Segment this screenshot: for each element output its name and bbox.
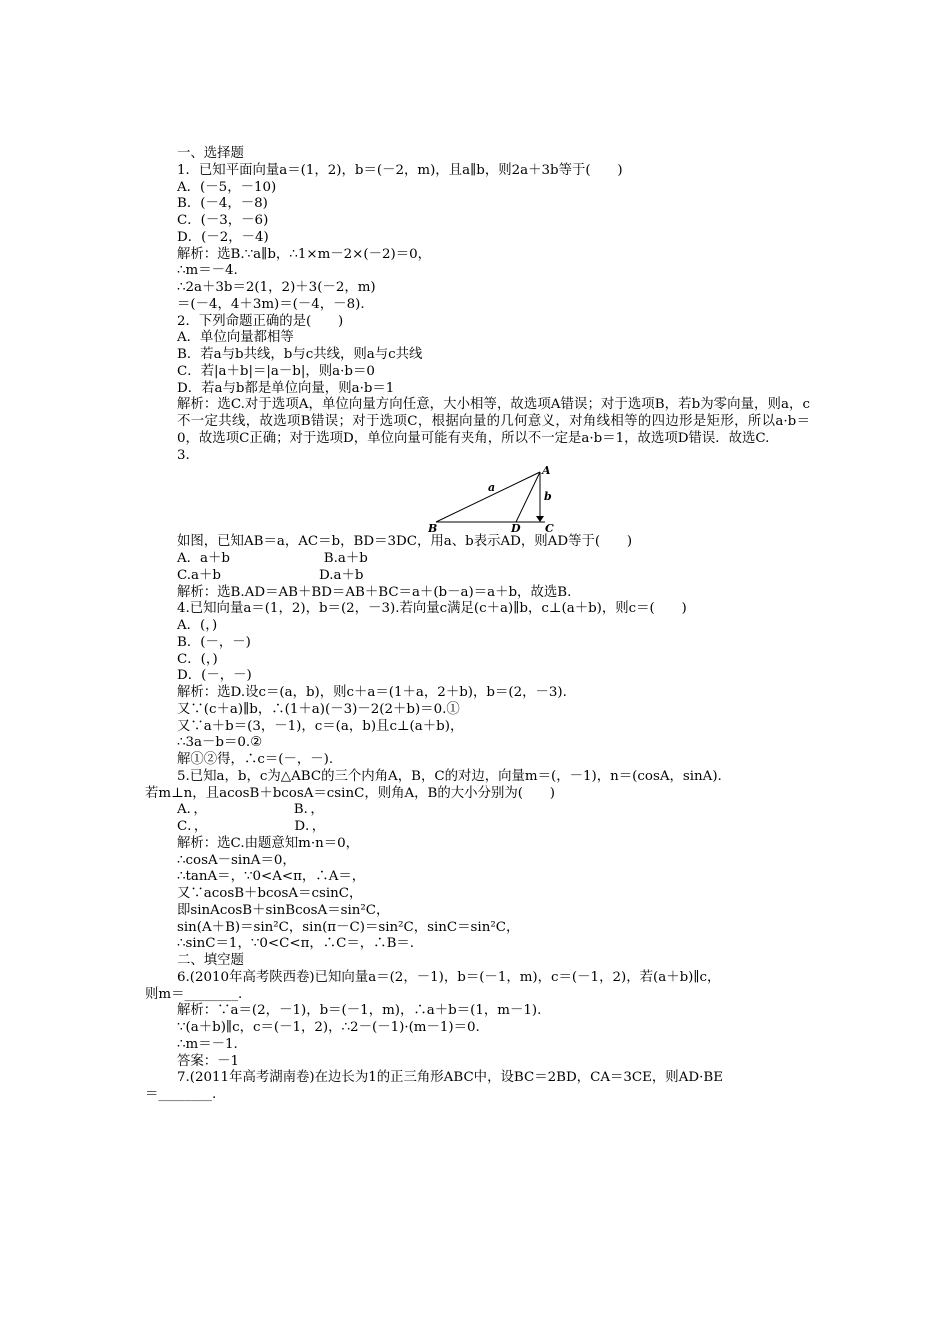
text-line: 1．已知平面向量a＝(1，2)，b＝(－2，m)，且a∥b，则2a＋3b等于( ) — [177, 162, 623, 178]
label-B: B — [428, 522, 438, 535]
text-line: ∴2a＋3b＝2(1，2)＋3(－2，m) — [177, 280, 376, 295]
text-line: ∴3a－b＝0.② — [177, 735, 263, 751]
text-line: A．， B．， — [177, 802, 324, 818]
text-line: 一、选择题 — [177, 146, 244, 161]
text-line: A．(－5，－10) — [177, 179, 277, 195]
text-line: C．(，) — [177, 651, 218, 667]
text-line: 解①②得，∴c＝(－，－). — [177, 752, 334, 767]
text-line: D．若a与b都是单位向量，则a·b＝1 — [177, 380, 395, 396]
text-line: C.a＋b D.a＋b — [177, 567, 364, 583]
text-line: A．a＋b B.a＋b — [177, 551, 368, 566]
text-line: D．(－，－) — [177, 668, 252, 684]
text-line: 3. — [177, 447, 190, 463]
text-line: ∴sinC＝1，∵0<C<π，∴C＝，∴B＝. — [177, 936, 415, 952]
text-line: ∴cosA－sinA＝0， — [177, 852, 296, 868]
text-line: A．单位向量都相等 — [177, 330, 294, 346]
text-line: 6.(2010年高考陕西卷)已知向量a＝(2，－1)，b＝(－1，m)，c＝(－1，2)，若(a＋b)∥c， — [177, 969, 721, 985]
text-line: ∵(a＋b)∥c，c＝(－1，2)，∴2－(－1)·(m－1)＝0. — [177, 1020, 480, 1035]
text-line: 解析：∵a＝(2，－1)，b＝(－1，m)，∴a＋b＝(1，m－1). — [177, 1003, 542, 1019]
label-b: b — [544, 490, 552, 504]
arrow-c — [536, 516, 544, 522]
text-line: ∴tanA＝，∵0<A<π，∴A＝， — [177, 869, 366, 885]
triangle-figure — [428, 466, 558, 534]
text-line: sin(A＋B)＝sin²C，sin(π－C)＝sin²C，sinC＝sin²C， — [177, 919, 520, 935]
text-line: 如图，已知AB＝a，AC＝b，BD＝3DC，用a、b表示AD，则AD等于( ) — [177, 534, 633, 550]
text-line: 则m＝________. — [145, 986, 243, 1002]
label-a: a — [488, 481, 496, 495]
text-line: C．(－3，－6) — [177, 213, 269, 228]
label-D: D — [511, 522, 521, 535]
text-line: ∴m＝－4. — [177, 263, 238, 279]
text-line: 又∵a＋b＝(3，－1)，c＝(a，b)且c⊥(a＋b)， — [177, 718, 464, 734]
text-line: C．， D．， — [177, 819, 326, 834]
text-line: 又∵acosB＋bcosA＝csinC， — [177, 886, 363, 901]
text-line: 解析：选B.AD＝AB＋BD＝AB＋BC＝a＋(b－a)＝a＋b，故选B. — [177, 584, 572, 600]
text-line: D．(－2，－4) — [177, 229, 269, 245]
text-line: 若m⊥n，且acosB＋bcosA＝csinC，则角A，B的大小分别为( ) — [145, 785, 555, 801]
text-line: ＝________. — [145, 1087, 217, 1102]
document-page — [145, 146, 810, 1104]
text-line: 答案：－1 — [177, 1053, 240, 1069]
figure-container — [145, 464, 810, 534]
text-line: ＝(－4，4＋3m)＝(－4，－8). — [177, 296, 365, 312]
label-C: C — [545, 522, 554, 535]
text-line: 即sinAcosB＋sinBcosA＝sin²C， — [177, 902, 390, 918]
text-line: C．若|a＋b|＝|a－b|，则a·b＝0 — [177, 363, 375, 379]
text-line: 2．下列命题正确的是( ) — [177, 313, 344, 329]
text-line: 解析：选D.设c＝(a，b)，则c＋a＝(1＋a，2＋b)，b＝(2，－3). — [177, 685, 567, 700]
label-A: A — [542, 466, 551, 478]
text-line: 又∵(c＋a)∥b，∴(1＋a)(－3)－2(2＋b)＝0.① — [177, 701, 460, 717]
segment-ad — [516, 472, 540, 522]
text-line: A．(，) — [177, 618, 218, 633]
text-line: 解析：选B.∵a∥b，∴1×m－2×(－2)＝0， — [177, 246, 432, 262]
text-line: 5.已知a，b，c为△ABC的三个内角A，B，C的对边，向量m＝(，－1)，n＝(cosA，sinA). — [177, 768, 722, 784]
text-line: 二、填空题 — [177, 953, 244, 968]
text-line: B．(－，－) — [177, 634, 251, 650]
text-line: 解析：选C.对于选项A，单位向量方向任意，大小相等，故选项A错误；对于选项B，若b为零向量，则a，c不一定共线，故选项B错误；对于选项C，根据向量的几何意义，对角线相等的四边形是矩形，所以a·b＝0，故选项C正确；对于选项D，单位向量可能有夹角，所以不一定是a·b＝1，故选项D错误．故选C. — [177, 397, 810, 446]
text-line: B．若a与b共线，b与c共线，则a与c共线 — [177, 347, 423, 362]
text-line: 7.(2011年高考湖南卷)在边长为1的正三角形ABC中，设BC＝2BD，CA＝3CE，则AD·BE — [177, 1070, 723, 1086]
text-line: 解析：选C.由题意知m·n＝0， — [177, 835, 360, 851]
text-line: 4.已知向量a＝(1，2)，b＝(2，－3).若向量c满足(c＋a)∥b，c⊥(a＋b)，则c＝( ) — [177, 601, 687, 617]
text-line: B．(－4，－8) — [177, 196, 268, 212]
text-line: ∴m＝－1. — [177, 1036, 238, 1052]
side-ab — [436, 472, 540, 522]
